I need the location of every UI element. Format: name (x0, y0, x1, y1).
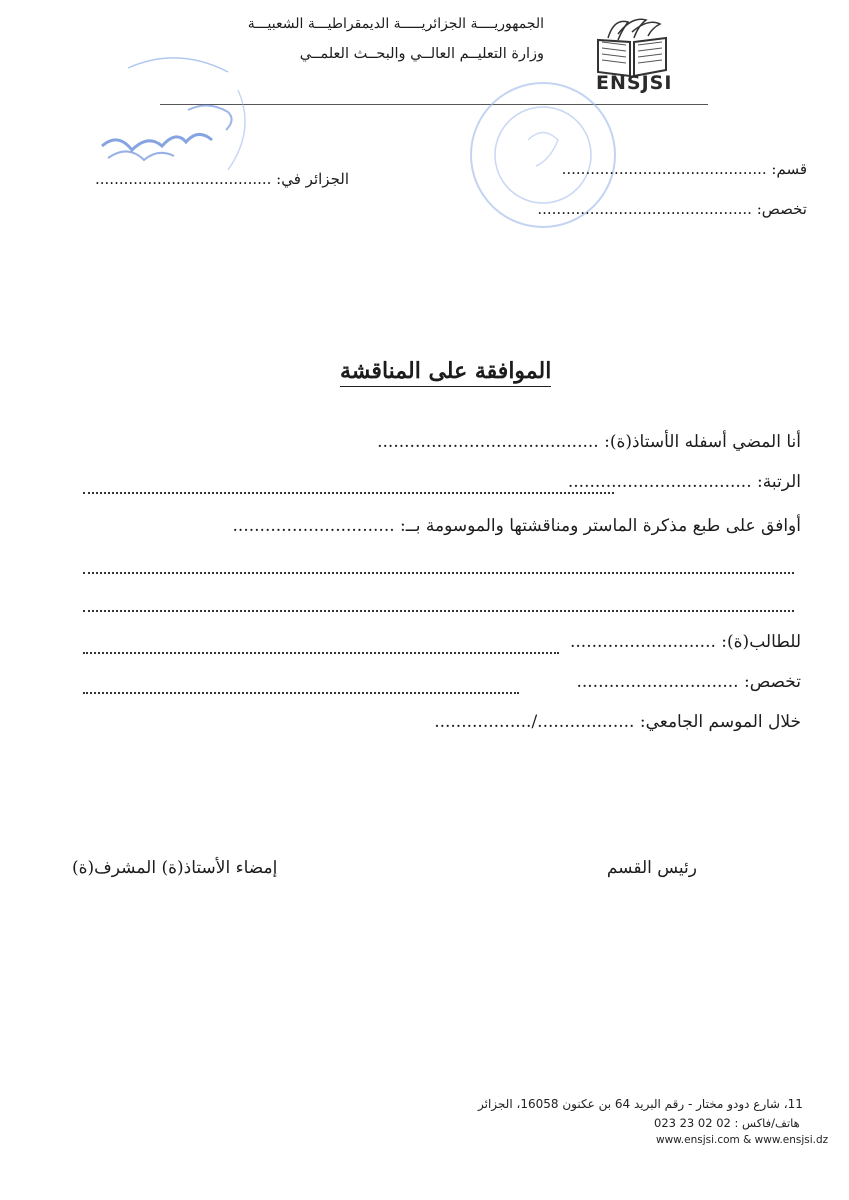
speciality-dotted-line (83, 692, 519, 694)
footer-address: 11، شارع دودو مختار - رقم البريد 64 بن عكنون 16058، الجزائر (478, 1097, 803, 1111)
professor-field: أنا المضي أسفله الأستاذ(ة): ......................................... (377, 432, 801, 452)
title-dotted-line-1 (83, 572, 794, 574)
student-field: للطالب(ة): ........................... (569, 632, 801, 652)
stamp-left (88, 50, 258, 190)
department-field: قسم: ........................................... (561, 160, 807, 178)
footer-web: www.ensjsi.com & www.ensjsi.dz (656, 1134, 829, 1146)
page-title: الموافقة على المناقشة (340, 358, 551, 387)
head-of-department-signature: رئيس القسم (606, 858, 697, 878)
republic-name: الجمهوريــــة الجزائريـــــة الديمقراطيـــة الشعبيـــة (247, 16, 544, 32)
academic-year-field: خلال الموسم الجامعي: ................../.................. (434, 712, 801, 732)
speciality-top-field: تخصص: ............................................. (537, 200, 807, 218)
student-dotted-line (83, 652, 559, 654)
rank-field: الرتبة: .................................. (567, 472, 801, 492)
title-dotted-line-2 (83, 610, 794, 612)
footer-phone: هاتف/فاكس : 02 02 23 023 (654, 1116, 800, 1130)
speciality-field: تخصص: .............................. (576, 672, 801, 692)
logo-text: ENSJSI (596, 72, 673, 94)
ministry-name: وزارة التعليــم العالــي والبحــث العلمــي (299, 46, 544, 62)
approve-field: أوافق على طبع مذكرة الماستر ومناقشتها والموسومة بــ: .............................. (232, 516, 801, 536)
supervisor-signature: إمضاء الأستاذ(ة) المشرف(ة) (72, 858, 278, 878)
rank-dotted-line (83, 492, 614, 494)
place-date-field: الجزائر في: ..................................... (95, 170, 349, 188)
